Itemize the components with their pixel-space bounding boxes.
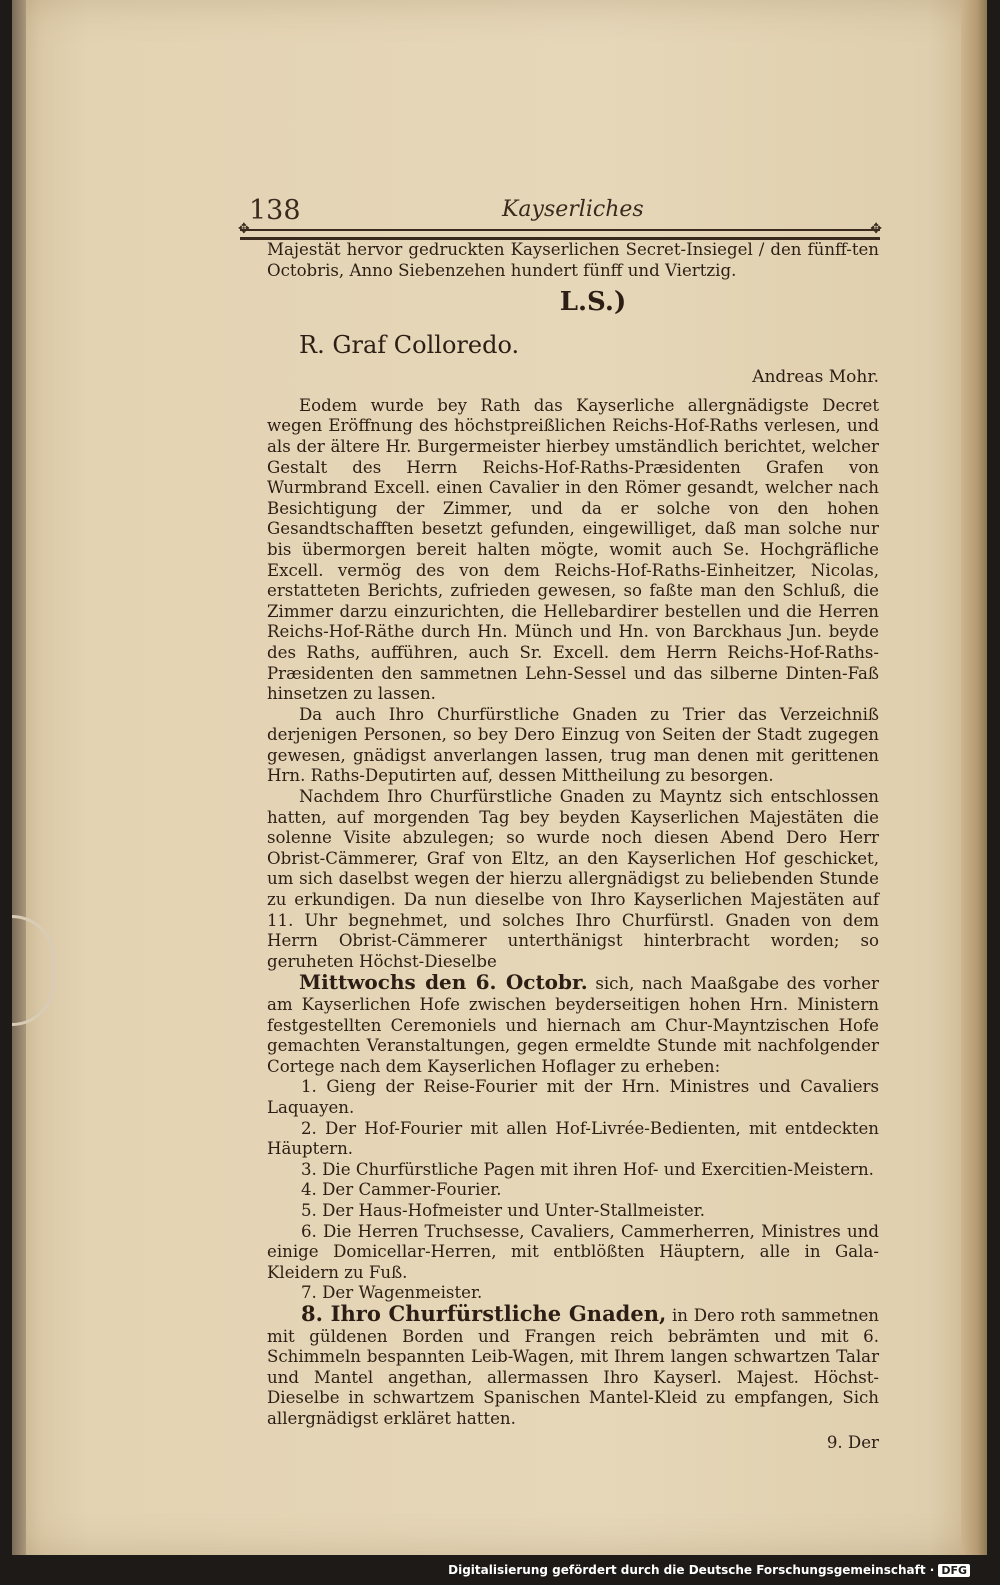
- signature-mohr: Andreas Mohr.: [752, 367, 879, 388]
- list-item-5: 5. Der Haus-Hofmeister und Unter-Stallmeister.: [301, 1200, 706, 1220]
- list-item-6: 6. Die Herren Truchsesse, Cavaliers, Cammerherren, Ministres und einige Domicellar-Herren, mit entblößten Häuptern, alle in Gala-Kleidern zu Fuß.: [267, 1221, 879, 1282]
- book-page: [12, 0, 987, 1555]
- dfg-logo: DFG: [938, 1564, 970, 1577]
- running-head-title: Kayserliches: [502, 197, 644, 222]
- date-heading: Mittwochs den 6. Octobr.: [299, 970, 588, 995]
- signature-colloredo: R. Graf Colloredo.: [299, 331, 520, 360]
- page-edge: [961, 0, 987, 1555]
- list-item-7: 7. Der Wagenmeister.: [301, 1283, 483, 1303]
- list-item-2: 2. Der Hof-Fourier mit allen Hof-Livrée-Bedienten, mit entdeckten Häuptern.: [267, 1118, 879, 1159]
- binding-shadow: [12, 0, 26, 1555]
- list-item-3: 3. Die Churfürstliche Pagen mit ihren Hof- und Exercitien-Meistern.: [301, 1159, 874, 1179]
- paragraph-2: Da auch Ihro Churfürstliche Gnaden zu Trier das Verzeichniß derjenigen Personen, so bey Dero Einzug von Seiten der Stadt zugegen gewesen, gnädigst anverlangen lassen, trug man denen mit gerittenen Hrn. Raths-Deputirten auf, dessen Mittheilung zu besorgen.: [267, 704, 879, 786]
- seal-mark: L.S.): [559, 287, 627, 318]
- digitization-credit: [448, 1563, 970, 1577]
- body-text: [267, 240, 879, 1454]
- running-head: [237, 193, 887, 233]
- list-item-8-lead: 8. Ihro Churfürstliche Gnaden,: [301, 1300, 667, 1326]
- list-item-4: 4. Der Cammer-Fourier.: [301, 1180, 502, 1200]
- list-item-8: [267, 1300, 879, 1430]
- credit-text: Digitalisierung gefördert durch die Deutsche Forschungsgemeinschaft ·: [448, 1563, 935, 1577]
- list-item-8-text: in Dero roth sammetnen mit güldenen Borden und Frangen reich bebrämten und mit 6. Schimmeln bespannten Leib-Wagen, mit Ihrem langen schwartzen Talar und Mantel angethan, allermassen Ihro Kayserl. Majest. Höchst-Dieselbe in schwartzem Spanischen Mantel-Kleid zu empfangen, Sich allergnädigst erkläret hatten.: [267, 1305, 879, 1428]
- paragraph-3: Nachdem Ihro Churfürstliche Gnaden zu Mayntz sich entschlossen hatten, auf morgenden Tag bey beyden Kayserlichen Majestäten die solenne Visite abzulegen; so wurde noch diesen Abend Dero Herr Obrist-Cämmerer, Graf von Eltz, an den Kayserlichen Hof geschicket, um sich daselbst wegen der hierzu allergnädigst zu beliebenden Stunde zu erkundigen. Da nun dieselbe von Ihro Kayserlichen Majestäten auf 11. Uhr begnehmet, und solches Ihro Churfürstl. Gnaden von dem Herrn Obrist-Cämmerer unterthänigst hinterbracht worden; so geruheten Höchst-Dieselbe: [267, 787, 879, 971]
- paragraph-4: [267, 972, 879, 1077]
- list-item-1: 1. Gieng der Reise-Fourier mit der Hrn. Ministres und Cavaliers Laquayen.: [267, 1077, 879, 1117]
- paragraph-4-text: sich, nach Maaßgabe des vorher am Kayserlichen Hofe zwischen beyderseitigen hohen Hrn. Ministern festgestellten Ceremoniels und hiernach am Chur-Mayntzischen Hofe gemachten Veranstaltungen, gegen ermeldte Stunde mit nachfolgender Cortege nach dem Kayserlichen Hoflager zu erheben:: [267, 974, 879, 1076]
- paragraph-top: Majestät hervor gedruckten Kayserlichen Secret-Insiegel / den fünff-ten Octobris, Anno Siebenzehen hundert fünff und Viertzig.: [267, 240, 879, 280]
- ornament-rule: [240, 229, 880, 240]
- paragraph-1: Eodem wurde bey Rath das Kayserliche allergnädigste Decret wegen Eröffnung des höchstpreißlichen Reichs-Hof-Raths verlesen, und als der ältere Hr. Burgermeister hierbey umständlich berichtet, welcher Gestalt des Herrn Reichs-Hof-Raths-Præsidenten Grafen von Wurmbrand Excell. einen Cavalier in den Römer gesandt, welcher nach Besichtigung der Zimmer, und da er solche von den hohen Gesandtschafften besetzt gefunden, eingewilliget, daß man solche nur bis übermorgen bereit halten mögte, womit auch Se. Hochgräfliche Excell. vermög des von dem Reichs-Hof-Raths-Einheitzer, Nicolas, erstatteten Berichts, zufrieden gewesen, so faßte man den Schluß, die Zimmer darzu einzurichten, die Hellebardirer bestellen und die Herren Reichs-Hof-Räthe durch Hn. Münch und Hn. von Barckhaus Jun. beyde des Raths, aufführen, auch Sr. Excell. dem Herrn Reichs-Hof-Raths-Præsidenten den sammetnen Lehn-Sessel und das silberne Dinten-Faß hinsetzen zu lassen.: [267, 395, 879, 704]
- catchword: 9. Der: [826, 1433, 879, 1453]
- book-strap: [12, 915, 55, 1026]
- page-number: 138: [249, 195, 301, 226]
